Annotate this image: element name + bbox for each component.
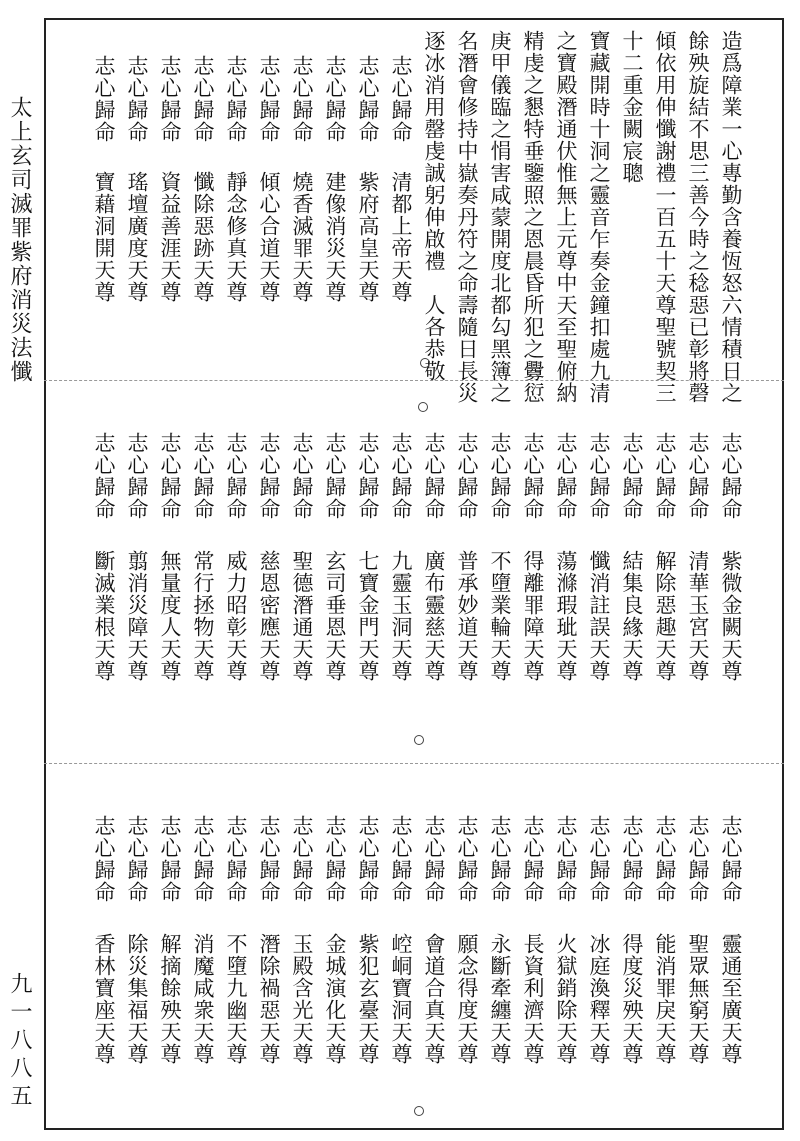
deity-name: 瑤壇廣度天尊	[125, 171, 149, 303]
invocation: 志心歸命	[488, 815, 512, 903]
invocation: 志心歸命	[92, 432, 116, 520]
invocation: 志心歸命	[653, 432, 677, 520]
invocation: 志心歸命	[257, 815, 281, 903]
deity-name: 不墮九幽天尊	[224, 933, 248, 1065]
deity-name: 常行拯物天尊	[191, 550, 215, 682]
deity-name: 聖德潛通天尊	[290, 550, 314, 682]
ring-mark	[414, 735, 424, 745]
invocation-column	[322, 55, 348, 303]
invocation: 志心歸命	[158, 432, 182, 520]
invocation: 志心歸命	[422, 815, 446, 903]
deity-name: 潛除禍惡天尊	[257, 933, 281, 1065]
deity-name: 慈恩密應天尊	[257, 550, 281, 682]
invocation: 志心歸命	[653, 815, 677, 903]
invocation: 志心歸命	[125, 432, 149, 520]
invocation-column	[289, 55, 315, 303]
invocation: 志心歸命	[125, 815, 149, 903]
invocation: 志心歸命	[719, 815, 743, 903]
invocation-column	[685, 815, 711, 1065]
invocation: 志心歸命	[224, 432, 248, 520]
invocation: 志心歸命	[92, 55, 116, 143]
invocation: 志心歸命	[587, 815, 611, 903]
deity-name: 聖眾無窮天尊	[686, 933, 710, 1065]
deity-name: 七寶金門天尊	[356, 550, 380, 682]
ring-mark	[414, 1106, 424, 1116]
invocation-column	[355, 432, 381, 682]
prose-column: 之寶殿潛通伏惟無上元尊中天至聖俯納	[554, 30, 578, 404]
invocation: 志心歸命	[356, 432, 380, 520]
deity-name: 香林寶座天尊	[92, 933, 116, 1065]
deity-name: 長資利濟天尊	[521, 933, 545, 1065]
deity-name: 傾心合道天尊	[257, 171, 281, 303]
deity-name: 清華玉宮天尊	[686, 550, 710, 682]
prose-column: 餘殃旋結不思三善今時之稔惡已彰將磬	[686, 30, 710, 404]
invocation: 志心歸命	[191, 55, 215, 143]
deity-name: 得度災殃天尊	[620, 933, 644, 1065]
deity-name: 解除惡趣天尊	[653, 550, 677, 682]
invocation: 志心歸命	[686, 432, 710, 520]
deity-name: 玄司垂恩天尊	[323, 550, 347, 682]
invocation: 志心歸命	[455, 432, 479, 520]
invocation-column	[157, 815, 183, 1065]
invocation: 志心歸命	[389, 432, 413, 520]
deity-name: 無量度人天尊	[158, 550, 182, 682]
invocation: 志心歸命	[554, 432, 578, 520]
deity-name: 會道合真天尊	[422, 933, 446, 1065]
deity-name: 紫微金闕天尊	[719, 550, 743, 682]
deity-name: 懺消註誤天尊	[587, 550, 611, 682]
invocation: 志心歸命	[191, 432, 215, 520]
invocation-column	[256, 815, 282, 1065]
invocation-column	[322, 815, 348, 1065]
invocation-column	[652, 815, 678, 1065]
deity-name: 普承妙道天尊	[455, 550, 479, 682]
invocation: 志心歸命	[323, 432, 347, 520]
invocation-column	[190, 55, 216, 303]
invocation: 志心歸命	[455, 815, 479, 903]
deity-name: 願念得度天尊	[455, 933, 479, 1065]
invocation-column	[190, 432, 216, 682]
invocation-column	[256, 55, 282, 303]
invocation: 志心歸命	[323, 815, 347, 903]
invocation-column	[289, 432, 315, 682]
side-title: 太上玄司滅罪紫府消災法懺	[7, 96, 32, 384]
deity-name: 威力昭彰天尊	[224, 550, 248, 682]
deity-name: 懺除惡跡天尊	[191, 171, 215, 303]
deity-name: 冰庭渙釋天尊	[587, 933, 611, 1065]
deity-name: 廣布靈慈天尊	[422, 550, 446, 682]
invocation-column	[586, 432, 612, 682]
invocation: 志心歸命	[389, 55, 413, 143]
invocation-column	[322, 432, 348, 682]
invocation: 志心歸命	[521, 815, 545, 903]
invocation: 志心歸命	[257, 55, 281, 143]
deity-name: 靈通至廣天尊	[719, 933, 743, 1065]
deity-name: 寶藉洞開天尊	[92, 171, 116, 303]
invocation: 志心歸命	[323, 55, 347, 143]
prose-column: 造爲障業一心專勤含養恆怒六情積日之	[719, 30, 743, 404]
invocation: 志心歸命	[488, 432, 512, 520]
invocation: 志心歸命	[125, 55, 149, 143]
deity-name: 九靈玉洞天尊	[389, 550, 413, 682]
invocation-column	[223, 55, 249, 303]
invocation-column	[223, 815, 249, 1065]
invocation-column	[421, 815, 447, 1065]
invocation-column	[652, 432, 678, 682]
invocation-column	[91, 432, 117, 682]
invocation-column	[124, 815, 150, 1065]
prose-column: 寶藏開時十洞之靈音乍奏金鐘扣處九清	[587, 30, 611, 404]
page-number: 九一八八五	[7, 972, 32, 1112]
ring-mark	[418, 402, 428, 412]
invocation-column	[421, 432, 447, 682]
prose-column: 傾依用伸懺謝禮一百五十天尊聖號契三	[653, 30, 677, 404]
invocation-column	[685, 432, 711, 682]
invocation-column	[718, 432, 744, 682]
invocation-column	[619, 815, 645, 1065]
invocation-column	[190, 815, 216, 1065]
ring-mark	[420, 358, 430, 368]
invocation-column	[223, 432, 249, 682]
invocation: 志心歸命	[257, 432, 281, 520]
invocation-column	[454, 815, 480, 1065]
invocation-column	[718, 815, 744, 1065]
invocation: 志心歸命	[686, 815, 710, 903]
invocation-column	[124, 432, 150, 682]
invocation: 志心歸命	[224, 55, 248, 143]
deity-name: 蕩滌瑕玼天尊	[554, 550, 578, 682]
deity-name: 紫犯玄臺天尊	[356, 933, 380, 1065]
deity-name: 結集良緣天尊	[620, 550, 644, 682]
invocation: 志心歸命	[620, 815, 644, 903]
invocation-column	[520, 432, 546, 682]
prose-column: 逐冰消用罄虔誠躬伸啟禮 人各恭敬	[422, 30, 446, 382]
section-divider-bottom	[44, 763, 784, 764]
invocation: 志心歸命	[389, 815, 413, 903]
invocation-column	[157, 55, 183, 303]
deity-name: 紫府高皇天尊	[356, 171, 380, 303]
invocation: 志心歸命	[422, 432, 446, 520]
invocation-column	[388, 55, 414, 303]
deity-name: 燒香滅罪天尊	[290, 171, 314, 303]
invocation-column	[553, 432, 579, 682]
deity-name: 金城演化天尊	[323, 933, 347, 1065]
invocation: 志心歸命	[290, 815, 314, 903]
deity-name: 斷滅業根天尊	[92, 550, 116, 682]
invocation-column	[586, 815, 612, 1065]
invocation-column	[520, 815, 546, 1065]
invocation: 志心歸命	[158, 815, 182, 903]
deity-name: 能消罪戾天尊	[653, 933, 677, 1065]
deity-name: 除災集福天尊	[125, 933, 149, 1065]
invocation-column	[289, 815, 315, 1065]
deity-name: 建像消災天尊	[323, 171, 347, 303]
deity-name: 資益善涯天尊	[158, 171, 182, 303]
prose-column: 十二重金闕宸聰	[620, 30, 644, 184]
invocation-column	[454, 432, 480, 682]
invocation-column	[487, 432, 513, 682]
invocation-column	[355, 55, 381, 303]
deity-name: 玉殿含光天尊	[290, 933, 314, 1065]
invocation-column	[355, 815, 381, 1065]
invocation-column	[91, 55, 117, 303]
invocation-column	[124, 55, 150, 303]
invocation-column	[388, 432, 414, 682]
invocation: 志心歸命	[587, 432, 611, 520]
invocation: 志心歸命	[290, 432, 314, 520]
deity-name: 崆峒寶洞天尊	[389, 933, 413, 1065]
invocation: 志心歸命	[719, 432, 743, 520]
invocation-column	[157, 432, 183, 682]
invocation-column	[91, 815, 117, 1065]
deity-name: 永斷牽纏天尊	[488, 933, 512, 1065]
invocation-column	[388, 815, 414, 1065]
prose-column: 名潛會修持中嶽奏丹符之命壽隨日長災	[455, 30, 479, 404]
deity-name: 清都上帝天尊	[389, 171, 413, 303]
deity-name: 得離罪障天尊	[521, 550, 545, 682]
invocation: 志心歸命	[92, 815, 116, 903]
invocation-column	[487, 815, 513, 1065]
invocation: 志心歸命	[356, 815, 380, 903]
invocation: 志心歸命	[224, 815, 248, 903]
invocation-column	[553, 815, 579, 1065]
deity-name: 火獄銷除天尊	[554, 933, 578, 1065]
deity-name: 解摘餘殃天尊	[158, 933, 182, 1065]
deity-name: 不墮業輪天尊	[488, 550, 512, 682]
invocation-column	[256, 432, 282, 682]
prose-column: 精虔之懇特垂鑒照之恩晨昏所犯之釁愆	[521, 30, 545, 404]
prose-column: 庚甲儀臨之悁害咸蒙開度北都勾黑簿之	[488, 30, 512, 404]
invocation: 志心歸命	[356, 55, 380, 143]
invocation: 志心歸命	[620, 432, 644, 520]
invocation-column	[619, 432, 645, 682]
deity-name: 靜念修真天尊	[224, 171, 248, 303]
invocation: 志心歸命	[554, 815, 578, 903]
deity-name: 消魔咸衆天尊	[191, 933, 215, 1065]
deity-name: 翦消災障天尊	[125, 550, 149, 682]
invocation: 志心歸命	[158, 55, 182, 143]
invocation: 志心歸命	[521, 432, 545, 520]
invocation: 志心歸命	[191, 815, 215, 903]
invocation: 志心歸命	[290, 55, 314, 143]
